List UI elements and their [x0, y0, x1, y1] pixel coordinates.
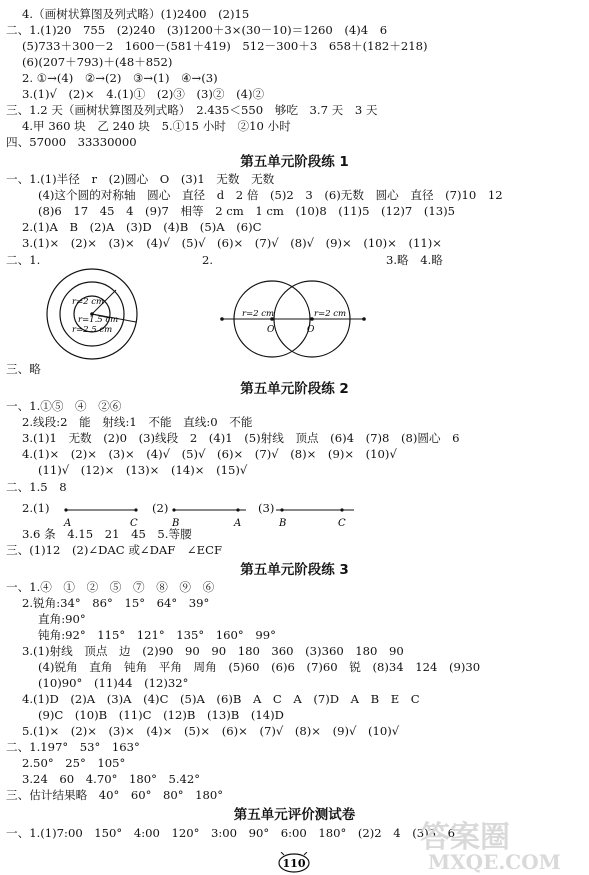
line: 二、1.197° 53° 163° [6, 740, 140, 754]
point-label: A [234, 518, 242, 529]
line: (8)6 17 45 4 (9)7 相等 2 cm 1 cm (10)8 (11)5 (12)7 (13)5 [38, 204, 455, 218]
line: (5)733＋300－2 1600－(581＋419) 512－300＋3 658＋(182＋218) [22, 39, 428, 53]
line: 3.(1)射线 顶点 边 (2)90 90 90 180 360 (3)360 180 90 [22, 644, 404, 658]
line: (3) [258, 501, 275, 515]
watermark-url: MXQE.COM [428, 850, 561, 873]
line: 2.锐角:34° 86° 15° 64° 39° [22, 596, 210, 610]
line: (4)这个圆的对称轴 圆心 直径 d 2 倍 (5)2 3 (6)无数 圆心 直径 (7)10 12 [38, 188, 503, 202]
line: 2.(1) [22, 501, 50, 515]
page-number: 110 [282, 857, 306, 870]
line: 4.(1)D (2)A (3)A (4)C (5)A (6)B A C A (7)D A B E C [22, 692, 420, 706]
frame-ear [304, 852, 307, 855]
concentric-circles-figure [44, 266, 140, 362]
line: 一、1.④ ① ② ⑤ ⑦ ⑧ ⑨ ⑥ [6, 580, 215, 594]
line-bc [276, 500, 354, 532]
line: (2) [152, 501, 169, 515]
intersecting-circles-figure [220, 278, 370, 368]
line: 2.线段:2 能 射线:1 不能 直线:0 不能 [22, 415, 253, 429]
line: 二、1.5 8 [6, 480, 67, 494]
point-label: B [172, 518, 180, 529]
line: 一、1.①⑤ ④ ②⑥ [6, 399, 122, 413]
center-label: O [267, 325, 275, 335]
line: 三、1.2 天（画树状算图及列式略） 2.435＜550 够吃 3.7 天 3 天 [6, 103, 378, 117]
point-label: C [338, 518, 346, 529]
point [340, 508, 343, 511]
line: (11)√ (12)× (13)× (14)× (15)√ [38, 463, 248, 477]
line: 5.(1)× (2)× (3)× (4)× (5)× (6)× (7)√ (8)× (9)√ (10)√ [22, 724, 400, 738]
line: 四、57000 33330000 [6, 135, 137, 149]
line: 4.甲 360 块 乙 240 块 5.①15 小时 ②10 小时 [22, 119, 291, 133]
point-label: A [64, 518, 72, 529]
radius-label: r=2 cm [314, 309, 347, 319]
watermark-text: 答案圈 [420, 820, 510, 855]
line: 2. ①→(4) ②→(2) ③→(1) ④→(3) [22, 71, 218, 85]
line: 2. [202, 253, 214, 267]
center-label: O [307, 325, 315, 335]
line: 一、1.(1)半径 r (2)圆心 O (3)1 无数 无数 [6, 172, 275, 186]
radius-label: r=2 cm [242, 309, 275, 319]
line: 三、(1)12 (2)∠DAC 或∠DAF ∠ECF [6, 543, 223, 557]
frame-ear [281, 852, 284, 855]
line: 2.50° 25° 105° [22, 756, 126, 770]
section-heading: 第五单元阶段练 3 [240, 562, 349, 578]
line: 2.(1)A B (2)A (3)D (4)B (5)A (6)C [22, 220, 262, 234]
line: (10)90° (11)44 (12)32° [38, 676, 189, 690]
line: 3.(1)1 无数 (2)0 (3)线段 2 (4)1 (5)射线 顶点 (6)4 (7)8 (8)圆心 6 [22, 431, 460, 445]
radius-label: r=2 cm [72, 297, 105, 307]
line: (9)C (10)B (11)C (12)B (13)B (14)D [38, 708, 284, 722]
point-label: C [130, 518, 138, 529]
line: 4.（画树状算图及列式略）(1)2400 (2)15 [22, 7, 250, 21]
line: 4.(1)× (2)× (3)× (4)√ (5)√ (6)× (7)√ (8)× (9)× (10)√ [22, 447, 397, 461]
section-heading: 第五单元评价测试卷 [233, 807, 356, 823]
line-end-point [220, 317, 224, 321]
line: 钝角:92° 115° 121° 135° 160° 99° [38, 628, 276, 642]
line: (4)锐角 直角 钝角 平角 周角 (5)60 (6)6 (7)60 锐 (8)34 124 (9)30 [38, 660, 481, 674]
endpoint [172, 508, 175, 511]
line: 3.(1)× (2)× (3)× (4)√ (5)√ (6)× (7)√ (8)√ (9)× (10)× (11)× [22, 236, 442, 250]
endpoint [134, 508, 137, 511]
line: 三、略 [6, 362, 41, 376]
line-end-point [362, 317, 366, 321]
line: (6)(207＋793)＋(48＋852) [22, 55, 173, 69]
section-heading: 第五单元阶段练 1 [240, 154, 349, 170]
point [236, 508, 239, 511]
section-heading: 第五单元阶段练 2 [240, 381, 349, 397]
line: 二、1. [6, 253, 41, 267]
radius-label: r=2.5 cm [72, 325, 113, 335]
point [280, 508, 283, 511]
line: 3.略 4.略 [386, 253, 443, 267]
line: 三、估计结果略 40° 60° 80° 180° [6, 788, 224, 802]
line: 3.6 条 4.15 21 45 5.等腰 [22, 527, 192, 541]
line: 一、1.(1)7:00 150° 4:00 120° 3:00 90° 6:00 180° (2)2 4 (3)3 6 [6, 826, 456, 840]
line: 3.24 60 4.70° 180° 5.42° [22, 772, 201, 786]
page-number-frame [276, 852, 312, 874]
line: 3.(1)√ (2)× 4.(1)① (2)③ (3)② (4)② [22, 87, 265, 101]
watermark-logo [410, 815, 588, 873]
point-label: B [279, 518, 287, 529]
radius-label: r=1.5 cm [78, 315, 119, 325]
line: 直角:90° [38, 612, 86, 626]
endpoint [64, 508, 67, 511]
line: 二、1.(1)20 755 (2)240 (3)1200＋3×(30－10)＝1260 (4)4 6 [6, 23, 388, 37]
